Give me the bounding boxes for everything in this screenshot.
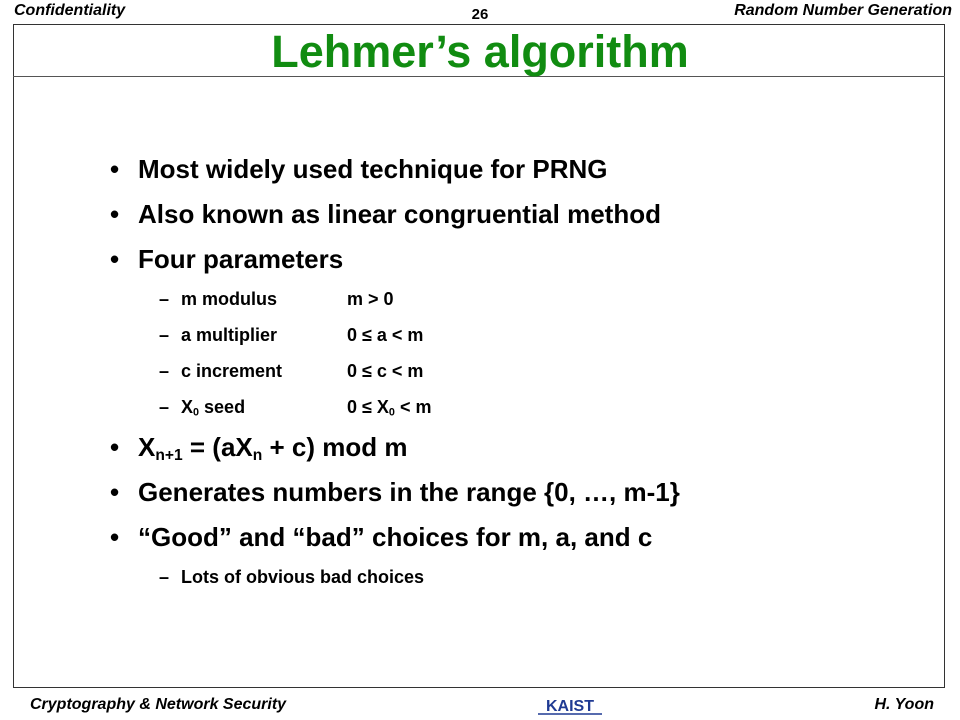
param-name: m modulus — [181, 289, 278, 309]
dash-icon: – — [159, 397, 170, 417]
dash-icon: – — [159, 567, 170, 587]
page-number: 26 — [471, 6, 489, 23]
bullet-icon: • — [110, 244, 120, 274]
sub-bullet-item — [159, 324, 423, 346]
leq-symbol: ≤ — [362, 397, 372, 417]
header-left: Confidentiality — [14, 2, 126, 19]
bullet-item — [110, 477, 680, 507]
bullet-text: Lots of obvious bad choices — [181, 567, 425, 587]
footer-left: Cryptography & Network Security — [30, 696, 287, 713]
param-name: c increment — [181, 361, 283, 381]
leq-symbol: ≤ — [362, 325, 372, 345]
sub-bullet-item — [159, 288, 394, 310]
kaist-logo-text: KAIST — [546, 698, 594, 715]
sub-bullet-item — [159, 566, 424, 588]
bullet-text: “Good” and “bad” choices for m, a, and c — [138, 522, 653, 552]
bullet-text: Four parameters — [138, 244, 344, 274]
bullet-item — [110, 244, 343, 274]
bullet-item — [110, 199, 661, 229]
bullet-item — [110, 522, 652, 552]
slide-title: Lehmer’s algorithm — [271, 26, 689, 77]
kaist-logo — [530, 694, 610, 716]
param-name: a multiplier — [181, 325, 278, 345]
bullet-icon: • — [110, 522, 120, 552]
bullet-icon: • — [110, 477, 120, 507]
bullet-icon: • — [110, 432, 120, 462]
param-name: $X_0$ seed — [181, 397, 246, 419]
footer-right: H. Yoon — [874, 696, 934, 713]
formula: $X_{n+1} = (aX_n + c)$ mod m — [138, 432, 408, 464]
bullet-item — [110, 154, 608, 184]
bullet-icon: • — [110, 199, 120, 229]
dash-icon: – — [159, 325, 170, 345]
bullet-text: Generates numbers in the range {0, …, m-1} — [138, 477, 680, 507]
param-condition: 0 ≤ c < m — [347, 361, 424, 381]
param-condition: $0 \le X_0 < m$ — [347, 397, 432, 419]
leq-symbol: ≤ — [362, 361, 372, 381]
param-condition: m > 0 — [347, 289, 394, 309]
header-right: Random Number Generation — [734, 2, 952, 19]
sub-bullet-item — [159, 396, 431, 418]
bullet-text: Also known as linear congruential method — [138, 199, 661, 229]
bullet-item-formula — [110, 432, 407, 462]
sub-bullet-item — [159, 360, 423, 382]
bullet-text: Most widely used technique for PRNG — [138, 154, 608, 184]
dash-icon: – — [159, 289, 170, 309]
dash-icon: – — [159, 361, 170, 381]
slide-frame — [13, 24, 945, 688]
bullet-icon: • — [110, 154, 120, 184]
param-condition: 0 ≤ a < m — [347, 325, 424, 345]
